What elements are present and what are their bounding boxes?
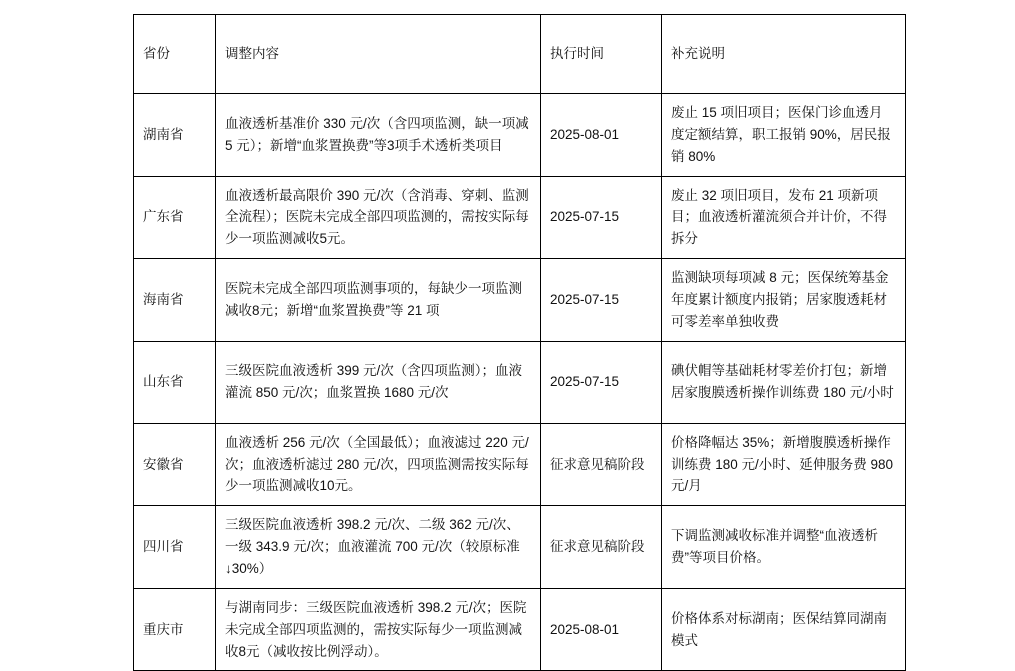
table-row bbox=[134, 423, 906, 506]
cell-content: 与湖南同步：三级医院血液透析 398.2 元/次；医院未完成全部四项监测的，需按实际每少一项监测减收8元（减收按比例浮动）。 bbox=[216, 588, 541, 671]
cell-province: 四川省 bbox=[134, 506, 216, 589]
cell-province: 安徽省 bbox=[134, 423, 216, 506]
cell-note: 废止 15 项旧项目；医保门诊血透月度定额结算，职工报销 90%，居民报销 80% bbox=[662, 94, 906, 177]
cell-content: 三级医院血液透析 398.2 元/次、二级 362 元/次、一级 343.9 元/次；血液灌流 700 元/次（较原标准↓30%） bbox=[216, 506, 541, 589]
cell-province: 广东省 bbox=[134, 176, 216, 259]
cell-note: 监测缺项每项减 8 元；医保统筹基金年度累计额度内报销；居家腹透耗材可零差率单独收费 bbox=[662, 259, 906, 342]
column-header-note: 补充说明 bbox=[662, 15, 906, 94]
cell-time: 2025-07-15 bbox=[541, 341, 662, 423]
cell-province: 海南省 bbox=[134, 259, 216, 342]
table-header-row bbox=[134, 15, 906, 94]
dialysis-price-policy-table bbox=[133, 14, 906, 671]
column-header-province: 省份 bbox=[134, 15, 216, 94]
table-row bbox=[134, 94, 906, 177]
cell-note: 价格降幅达 35%；新增腹膜透析操作训练费 180 元/小时、延伸服务费 980 元/月 bbox=[662, 423, 906, 506]
cell-time: 2025-08-01 bbox=[541, 588, 662, 671]
table-row bbox=[134, 259, 906, 342]
cell-note: 碘伏帽等基础耗材零差价打包；新增居家腹膜透析操作训练费 180 元/小时 bbox=[662, 341, 906, 423]
table-row bbox=[134, 176, 906, 259]
cell-time: 2025-08-01 bbox=[541, 94, 662, 177]
cell-province: 湖南省 bbox=[134, 94, 216, 177]
cell-content: 医院未完成全部四项监测事项的，每缺少一项监测减收8元；新增“血浆置换费”等 21 项 bbox=[216, 259, 541, 342]
cell-content: 三级医院血液透析 399 元/次（含四项监测）；血液灌流 850 元/次；血浆置换 1680 元/次 bbox=[216, 341, 541, 423]
table-body bbox=[134, 94, 906, 671]
cell-content: 血液透析最高限价 390 元/次（含消毒、穿刺、监测全流程）；医院未完成全部四项监测的，需按实际每少一项监测减收5元。 bbox=[216, 176, 541, 259]
table-row bbox=[134, 341, 906, 423]
table-row bbox=[134, 506, 906, 589]
table-row bbox=[134, 588, 906, 671]
cell-time: 征求意见稿阶段 bbox=[541, 423, 662, 506]
table-header bbox=[134, 15, 906, 94]
cell-time: 2025-07-15 bbox=[541, 176, 662, 259]
column-header-time: 执行时间 bbox=[541, 15, 662, 94]
cell-content: 血液透析 256 元/次（全国最低）；血液滤过 220 元/次；血液透析滤过 280 元/次，四项监测需按实际每少一项监测减收10元。 bbox=[216, 423, 541, 506]
cell-content: 血液透析基准价 330 元/次（含四项监测，缺一项减 5 元）；新增“血浆置换费”等3项手术透析类项目 bbox=[216, 94, 541, 177]
cell-note: 废止 32 项旧项目，发布 21 项新项目；血液透析灌流须合并计价，不得拆分 bbox=[662, 176, 906, 259]
cell-time: 2025-07-15 bbox=[541, 259, 662, 342]
cell-note: 价格体系对标湖南；医保结算同湖南模式 bbox=[662, 588, 906, 671]
cell-province: 山东省 bbox=[134, 341, 216, 423]
cell-note: 下调监测减收标准并调整“血液透析费”等项目价格。 bbox=[662, 506, 906, 589]
cell-province: 重庆市 bbox=[134, 588, 216, 671]
column-header-content: 调整内容 bbox=[216, 15, 541, 94]
cell-time: 征求意见稿阶段 bbox=[541, 506, 662, 589]
